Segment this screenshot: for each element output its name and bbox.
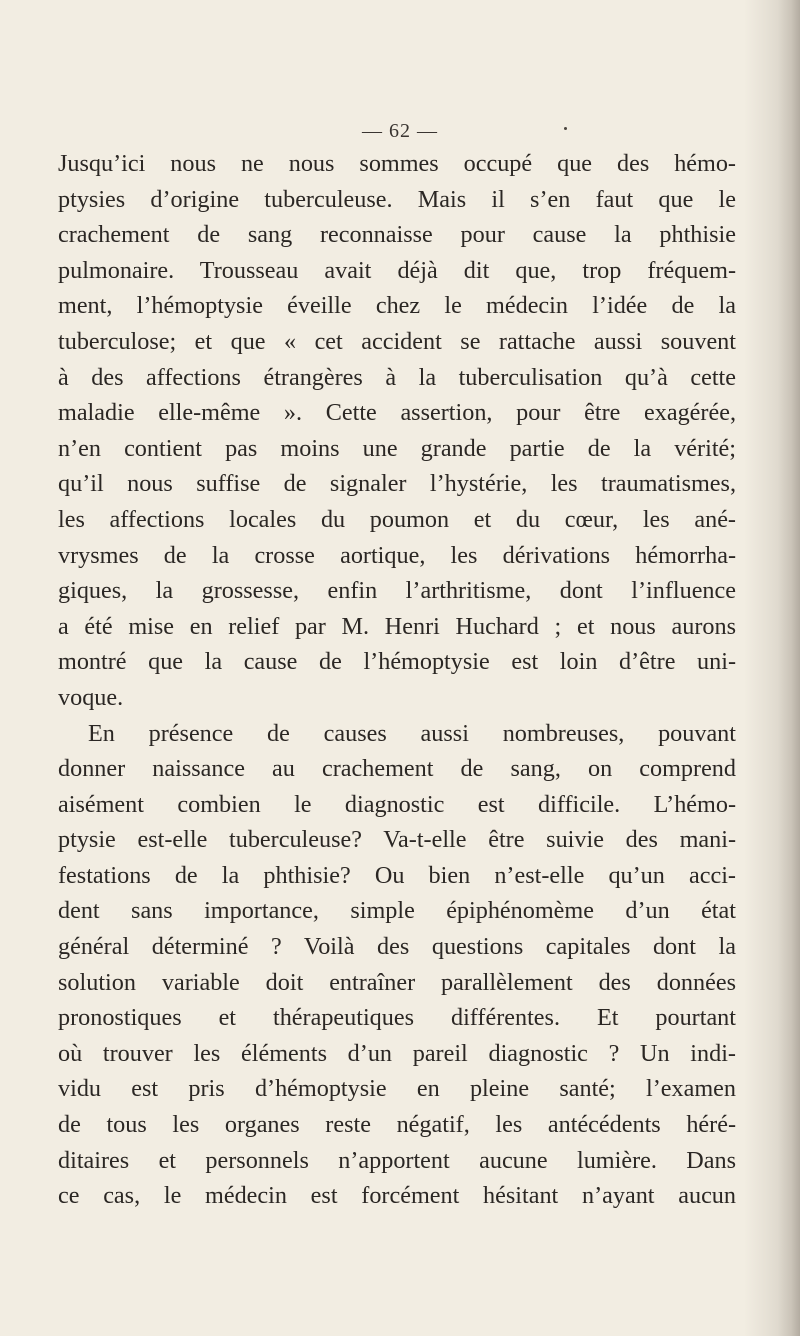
text-line: aisément combien le diagnostic est difficile. L’hémo- [58, 790, 736, 818]
text-line: où trouver les éléments d’un pareil diagnostic ? Un indi- [58, 1039, 736, 1067]
text-line: En présence de causes aussi nombreuses, pouvant [88, 719, 736, 747]
text-line: voque. [58, 683, 124, 711]
page-edge-shadow [778, 0, 800, 1336]
text-line: de tous les organes reste négatif, les antécédents héré- [58, 1111, 736, 1139]
text-line: tuberculose; et que « cet accident se rattache aussi souvent [58, 327, 736, 355]
text-line: giques, la grossesse, enfin l’arthritisme, dont l’influence [58, 577, 736, 605]
ink-speck [564, 127, 567, 130]
text-line: ptysie est-elle tuberculeuse? Va-t-elle être suivie des mani- [58, 826, 736, 854]
text-line: ptysies d’origine tuberculeuse. Mais il s’en faut que le [58, 185, 736, 213]
text-line: général déterminé ? Voilà des questions capitales dont la [58, 933, 736, 961]
text-line: ce cas, le médecin est forcément hésitant n’ayant aucun [58, 1182, 736, 1210]
body-text [58, 146, 736, 1214]
text-line: pulmonaire. Trousseau avait déjà dit que, trop fréquem- [58, 256, 736, 284]
text-line: montré que la cause de l’hémoptysie est loin d’être uni- [58, 648, 736, 676]
text-line: n’en contient pas moins une grande partie de la vérité; [58, 434, 736, 462]
text-line: vrysmes de la crosse aortique, les dérivations hémorrha- [58, 541, 736, 569]
text-line: donner naissance au crachement de sang, on comprend [58, 755, 736, 783]
page-number: — 62 — [362, 120, 438, 142]
text-line: à des affections étrangères à la tuberculisation qu’à cette [58, 363, 736, 391]
text-line: maladie elle-même ». Cette assertion, pour être exagérée, [58, 399, 736, 427]
text-line: ment, l’hémoptysie éveille chez le médecin l’idée de la [58, 292, 736, 320]
text-line: Jusqu’ici nous ne nous sommes occupé que des hémo- [58, 150, 736, 177]
text-line: qu’il nous suffise de signaler l’hystérie, les traumatismes, [58, 470, 736, 498]
text-line: crachement de sang reconnaisse pour cause la phthisie [58, 221, 736, 249]
text-line: solution variable doit entraîner parallèlement des données [58, 968, 736, 996]
text-line: festations de la phthisie? Ou bien n’est-elle qu’un acci- [58, 861, 736, 889]
text-line: vidu est pris d’hémoptysie en pleine santé; l’examen [58, 1075, 736, 1103]
text-line: pronostiques et thérapeutiques différentes. Et pourtant [58, 1004, 736, 1032]
text-line: a été mise en relief par M. Henri Huchard ; et nous aurons [58, 612, 736, 640]
text-line: les affections locales du poumon et du cœur, les ané- [58, 505, 736, 533]
text-line: dent sans importance, simple épiphénomème d’un état [58, 897, 736, 925]
text-line: ditaires et personnels n’apportent aucune lumière. Dans [58, 1146, 736, 1174]
